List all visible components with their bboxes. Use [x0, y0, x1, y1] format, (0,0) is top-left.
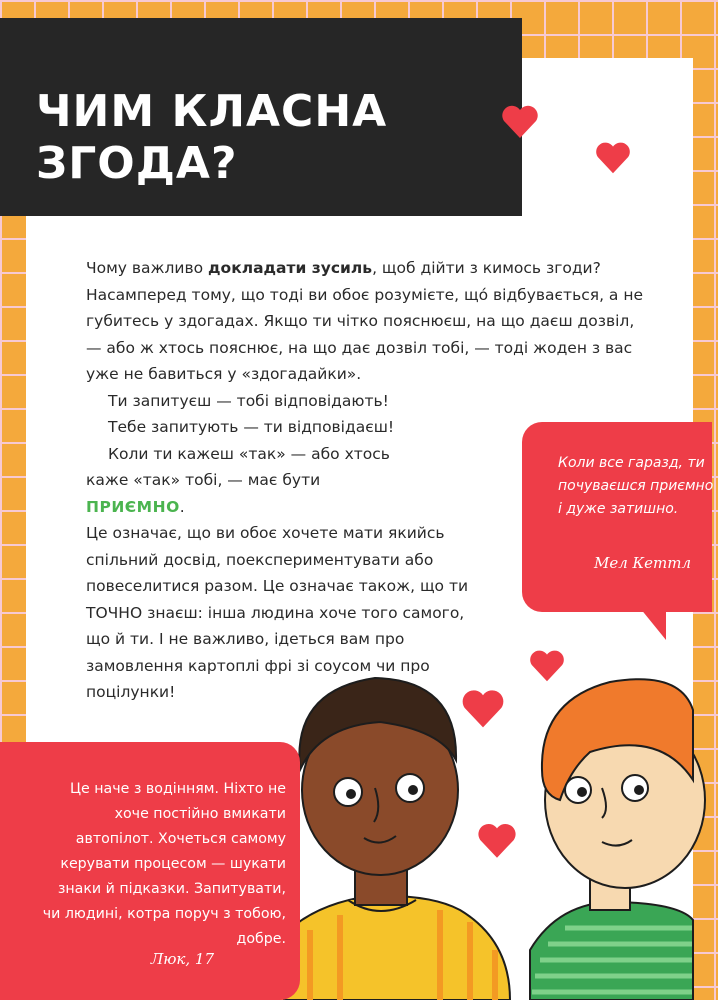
- paragraph-yes: Коли ти кажеш «так» — або хтось каже «так» тобі, — має бути ПРИЄМНО.: [86, 444, 390, 516]
- quote-box-right: [522, 422, 712, 612]
- person-right: [530, 679, 705, 1000]
- quote-box-bottom: [0, 742, 300, 1000]
- speech-tail: [640, 608, 666, 640]
- quote-bottom-text: Це наче з водінням. Ніхто не хоче постійно вмикати автопілот. Хочеться самому керувати процесом — шукати знаки й підказки. Запитувати, чи людині, котра поруч з тобою, добре.: [42, 781, 286, 947]
- paragraph-ask: Ти запитуєш — тобі відповідають!: [108, 391, 389, 410]
- quote-bottom-author: Люк, 17: [150, 950, 214, 968]
- paragraph-intro: Чому важливо докладати зусиль, щоб дійти з кимось згоди? Насамперед тому, що тоді ви обоє розумієте, що́ відбувається, а не губитесь у здогадах. Якщо ти чітко пояснюєш, на що даєш дозвіл, — або ж хтось пояснює, на що дає дозвіл тобі, — тоді жоден з вас уже не бавиться у «здогадайки».: [86, 259, 644, 383]
- title-box: [0, 18, 522, 216]
- paragraph-meaning: Це означає, що ви обоє хочете мати якийсь спільний досвід, поекспериментувати або повеселитися разом. Це означає також, що ти ТОЧНО знаєш: інша людина хоче того самого, що й ти. І не важливо, ідеться вам про замовлення картоплі фрі зі соусом чи про поцілунки!: [86, 524, 469, 701]
- heart-icon: [500, 104, 540, 140]
- page-title: ЧИМ КЛАСНА ЗГОДА?: [36, 86, 388, 189]
- quote-text: Коли все гаразд, ти почуваєшся приємно і дуже затишно.: [558, 455, 714, 517]
- quote-author: Мел Кеттл: [594, 554, 692, 572]
- paragraph-answer: Тебе запитують — ти відповідаєш!: [108, 418, 395, 436]
- heart-icon: [594, 140, 632, 176]
